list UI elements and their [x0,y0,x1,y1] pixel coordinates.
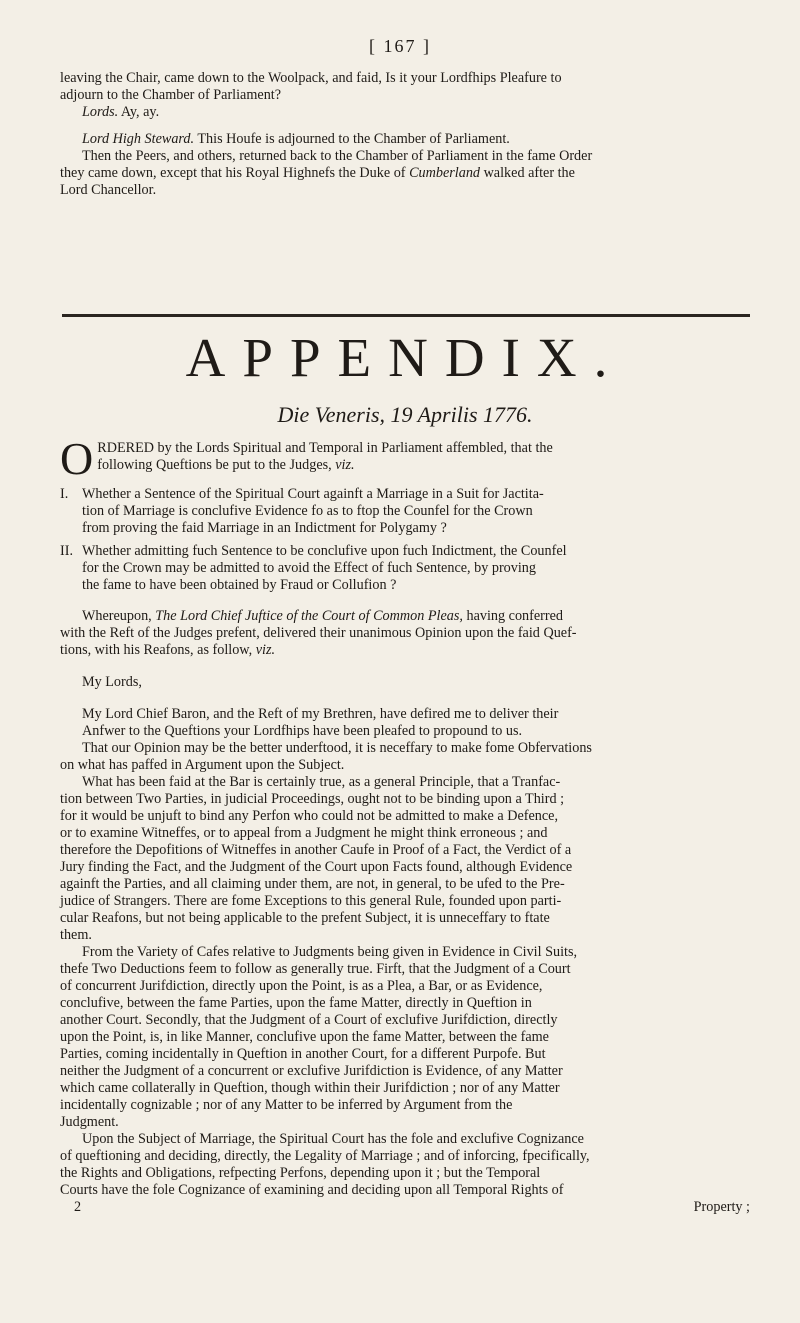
viz-label: viz. [335,457,355,473]
viz-label: viz. [255,642,276,658]
signature-mark: 2 [74,1199,82,1215]
whereupon-line: with the Reft of the Judges prefent, delivered their unanimous Opinion upon the faid Quef- [60,625,577,641]
body-line: Judgment. [60,1114,119,1130]
question-line: the fame to have been obtained by Fraud or Collufion ? [82,577,397,593]
steward-text: This Houfe is adjourned to the Chamber of Parliament. [197,131,510,147]
questions-list [60,486,750,594]
question-line: Whether a Sentence of the Spiritual Court againft a Marriage in a Suit for Jactita- [82,486,544,502]
body-line: of concurrent Jurifdiction, directly upon the Point, is as a Plea, a Bar, or as Evidence, [60,978,543,994]
body-line: another Court. Secondly, that the Judgment of a Court of exclufive Jurifdiction, directly [60,1012,558,1028]
body-paragraph [60,706,750,740]
body-line: That our Opinion may be the better underftood, it is neceffary to make fome Obfervations [82,740,592,756]
question-item [60,543,750,594]
intro-line: adjourn to the Chamber of Parliament? [60,87,282,103]
salutation [60,674,750,691]
whereupon-line [60,608,750,625]
body-paragraph [60,740,750,774]
intro-line: Then the Peers, and others, returned back to the Chamber of Parliament in the fame Order [82,148,593,164]
question-text [82,486,750,537]
question-line: for the Crown may be admitted to avoid the Effect of fuch Sentence, by proving [82,560,536,576]
body-line: of queftioning and deciding, directly, the Legality of Marriage ; and of inforcing, fpecifically, [60,1148,590,1164]
reply-text: Ay, ay. [120,104,160,120]
text-run: following Queftions be put to the Judges, [97,457,332,473]
question-item [60,486,750,537]
question-number: II. [60,543,73,559]
body-line: My Lord Chief Baron, and the Reft of my Brethren, have defired me to deliver their [82,706,559,722]
body-paragraph [60,944,750,1131]
page-number: [ 167 ] [369,36,431,56]
judge-title: The Lord Chief Juftice of the Court of Common Pleas, [155,608,463,624]
body-line: Upon the Subject of Marriage, the Spiritual Court has the fole and exclufive Cognizance [82,1131,584,1147]
speaker-label: Lords. [82,104,119,120]
opinion-body [60,706,750,1216]
body-line: Jury finding the Fact, and the Judgment of the Court upon Facts found, although Evidence [60,859,573,875]
body-line: tion between Two Parties, in judicial Proceedings, ought not to be binding upon a Third ; [60,791,565,807]
duke-name: Cumberland [409,165,481,181]
text-run: they came down, except that his Royal Highnefs the Duke of [60,165,406,181]
question-number: I. [60,486,69,502]
body-paragraph [60,774,750,944]
body-line: From the Variety of Cafes relative to Judgments being given in Evidence in Civil Suits, [82,944,578,960]
date-heading: Die Veneris, 19 Aprilis 1776. [277,402,533,427]
whereupon-line [60,642,750,659]
body-line: the Rights and Obligations, refpecting Perfons, depending upon it ; but the Temporal [60,1165,541,1181]
question-line: from proving the faid Marriage in an Indictment for Polygamy ? [82,520,447,536]
body-line: incidentally cognizable ; nor of any Matter to be inferred by Argument from the [60,1097,513,1113]
body-line: Courts have the fole Cognizance of examining and deciding upon all Temporal Rights of [60,1182,564,1198]
intro-line: Lord Chancellor. [60,182,157,198]
text-run: Whereupon, [82,608,152,624]
speaker-label: Lord High Steward. [82,131,195,147]
text-run: tions, with his Reafons, as follow, [60,642,253,658]
body-line: thefe Two Deductions feem to follow as generally true. Firft, that the Judgment of a Court [60,961,571,977]
appendix-title: APPENDIX. [185,327,625,388]
body-line: neither the Judgment of a concurrent or exclufive Jurifdiction is Evidence, of any Matter [60,1063,563,1079]
body-line: upon the Point, is, in like Manner, conclufive upon the fame Matter, between the fame [60,1029,549,1045]
intro-line: leaving the Chair, came down to the Woolpack, and faid, Is it your Lordfhips Pleafure to [60,70,562,86]
lords-reply [60,104,750,121]
body-line: therefore the Depofitions of Witneffes in another Caufe in Proof of a Fact, the Verdict of a [60,842,572,858]
body-line: againft the Parties, and all claiming under them, are not, in general, to be ufed to the Pre- [60,876,565,892]
body-line: for it would be unjuft to bind any Perfon who could not be admitted to make a Defence, [60,808,559,824]
body-line: them. [60,927,92,943]
question-line: Whether admitting fuch Sentence to be conclufive upon fuch Indictment, the Counfel [82,543,567,559]
question-line: tion of Marriage is conclufive Evidence fo as to ftop the Counfel for the Crown [82,503,533,519]
body-paragraph [60,1131,750,1199]
body-line: on what has paffed in Argument upon the Subject. [60,757,345,773]
body-line: judice of Strangers. There are fome Exceptions to this general Rule, founded upon parti- [60,893,562,909]
order-line [60,457,750,474]
catchword: Property ; [693,1199,750,1215]
question-text [82,543,750,594]
whereupon-paragraph [60,608,750,659]
salutation-text: My Lords, [82,674,142,690]
intro-line [60,165,750,182]
page-footer [60,1199,750,1216]
order-paragraph [60,433,750,484]
body-line: or to examine Witneffes, or to appeal from a Judgment he might think erroneous ; and [60,825,548,841]
body-line: What has been faid at the Bar is certainly true, as a general Principle, that a Tranfac- [82,774,561,790]
body-line: cular Reafons, but not being applicable to the prefent Subject, it is unneceffary to ftate [60,910,550,926]
body-line: Anfwer to the Queftions your Lordfhips have been pleafed to propound to us. [82,723,523,739]
text-run: having conferred [466,608,563,624]
drop-cap: O [60,433,94,484]
body-line: conclufive, between the fame Parties, upon the fame Matter, directly in Queftion in [60,995,532,1011]
order-line: RDERED by the Lords Spiritual and Temporal in Parliament affembled, that the [97,440,553,456]
steward-line [60,131,750,148]
intro-text [60,70,750,199]
text-run: walked after the [483,165,575,181]
body-line: which came collaterally in Queftion, though within their Jurifdiction ; nor of any Matter [60,1080,560,1096]
body-line: Parties, coming incidentally in Queftion in another Court, for a different Purpofe. But [60,1046,546,1062]
section-divider [62,314,750,317]
